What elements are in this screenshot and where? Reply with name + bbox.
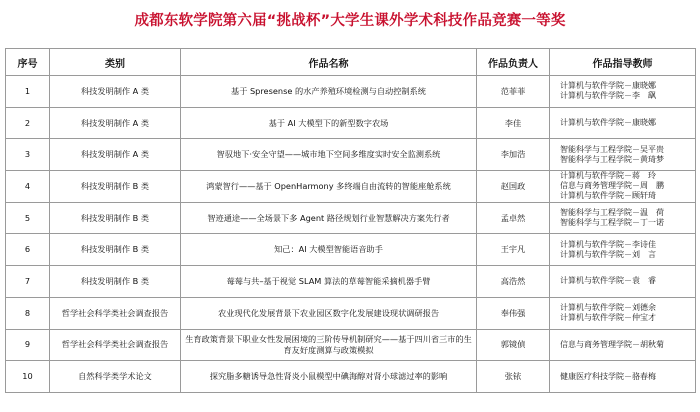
cell-no: 6 — [6, 234, 50, 266]
table-row — [6, 297, 696, 329]
cell-leader: 高浩然 — [477, 266, 550, 298]
cell-teachers — [550, 361, 696, 393]
cell-leader: 郭镜偵 — [477, 329, 550, 361]
table-row — [6, 139, 696, 171]
cell-work-name: 探究脂多糖诱导急性肾炎小鼠模型中碘海醇对肾小球滤过率的影响 — [181, 361, 477, 393]
cell-teachers — [550, 266, 696, 298]
page-title: 成都东软学院第六届“挑战杯”大学生课外学术科技作品竞赛一等奖 — [134, 13, 566, 29]
cell-work-name: 莓莓与共–基于视觉 SLAM 算法的草莓智能采摘机器手臂 — [181, 266, 477, 298]
cell-leader: 范菲菲 — [477, 76, 550, 108]
table-row — [6, 329, 696, 361]
cell-category: 哲学社会科学类社会调查报告 — [50, 297, 181, 329]
table-row — [6, 234, 696, 266]
teacher-entry: 计算机与软件学院－李 飖 — [560, 91, 656, 101]
teacher-entry: 智能科学与工程学院－丁一诺 — [560, 218, 664, 228]
cell-category: 科技发明制作 A 类 — [50, 107, 181, 139]
cell-category: 科技发明制作 B 类 — [50, 266, 181, 298]
header-no: 序号 — [6, 49, 50, 76]
cell-work-name: 智迹通途——全场景下多 Agent 路径规划行业智慧解决方案先行者 — [181, 202, 477, 234]
table-row — [6, 107, 696, 139]
cell-leader: 孟卓然 — [477, 202, 550, 234]
cell-leader: 李加浩 — [477, 139, 550, 171]
cell-work-name: 知己：AI 大模型智能语音助手 — [181, 234, 477, 266]
header-work-name: 作品名称 — [181, 49, 477, 76]
cell-no: 2 — [6, 107, 50, 139]
cell-no: 1 — [6, 76, 50, 108]
teacher-entry: 计算机与软件学院－李诗佳 — [560, 239, 656, 249]
teacher-entry: 计算机与软件学院－蒋 玲 — [560, 171, 656, 181]
header-leader: 作品负责人 — [477, 49, 550, 76]
cell-no: 4 — [6, 171, 50, 203]
cell-category: 自然科学类学术论文 — [50, 361, 181, 393]
cell-leader: 赵国政 — [477, 171, 550, 203]
teacher-entry: 健康医疗科技学院－骆春梅 — [560, 371, 656, 381]
teacher-entry: 计算机与软件学院－袁 睿 — [560, 276, 656, 286]
table-row — [6, 266, 696, 298]
cell-work-name: 智驭地下·安全守望——城市地下空间多维度实时安全监测系统 — [181, 139, 477, 171]
cell-work-name: 基于 AI 大模型下的新型数字农场 — [181, 107, 477, 139]
cell-work-name: 鸿蒙智行——基于 OpenHarmony 多终端自由流转的智能座舱系统 — [181, 171, 477, 203]
awards-table — [5, 48, 696, 393]
teacher-entry: 智能科学与工程学院－温 荷 — [560, 208, 664, 218]
teacher-entry: 计算机与软件学院－刘 言 — [560, 249, 656, 259]
table-row — [6, 171, 696, 203]
table-row — [6, 361, 696, 393]
teacher-entry: 信息与商务管理学院－胡秋菊 — [560, 339, 664, 349]
cell-teachers — [550, 76, 696, 108]
cell-work-name: 基于 Spresense 的水产养殖环境检测与自动控制系统 — [181, 76, 477, 108]
cell-teachers — [550, 202, 696, 234]
table-row — [6, 76, 696, 108]
cell-no: 5 — [6, 202, 50, 234]
cell-teachers — [550, 107, 696, 139]
teacher-entry: 计算机与软件学院－顾轩琦 — [560, 191, 656, 201]
cell-no: 7 — [6, 266, 50, 298]
table-body — [6, 76, 696, 393]
teacher-entry: 计算机与软件学院－仲宝才 — [560, 313, 656, 323]
teacher-entry: 智能科学与工程学院－吴平贵 — [560, 144, 664, 154]
cell-category: 哲学社会科学类社会调查报告 — [50, 329, 181, 361]
cell-work-name: 生育政策背景下职业女性发展困境的三阶传导机制研究——基于四川省三市的生育友好度测算与政策模拟 — [181, 329, 477, 361]
table-header-row — [6, 49, 696, 76]
teacher-entry: 计算机与软件学院－刘德余 — [560, 303, 656, 313]
teacher-entry: 智能科学与工程学院－黄琦梦 — [560, 154, 664, 164]
header-category: 类别 — [50, 49, 181, 76]
cell-no: 9 — [6, 329, 50, 361]
teacher-entry: 信息与商务管理学院－周 鹏 — [560, 181, 664, 191]
cell-leader: 李佳 — [477, 107, 550, 139]
cell-work-name: 农业现代化发展背景下农业园区数字化发展建设现状调研报告 — [181, 297, 477, 329]
cell-teachers — [550, 329, 696, 361]
cell-category: 科技发明制作 A 类 — [50, 139, 181, 171]
cell-leader: 王宇凡 — [477, 234, 550, 266]
cell-category: 科技发明制作 B 类 — [50, 171, 181, 203]
table-row — [6, 202, 696, 234]
teacher-entry: 计算机与软件学院－康晓娜 — [560, 81, 656, 91]
cell-category: 科技发明制作 B 类 — [50, 234, 181, 266]
cell-teachers — [550, 171, 696, 203]
cell-teachers — [550, 297, 696, 329]
cell-leader: 奉伟强 — [477, 297, 550, 329]
cell-no: 3 — [6, 139, 50, 171]
cell-no: 10 — [6, 361, 50, 393]
cell-leader: 张铱 — [477, 361, 550, 393]
teacher-entry: 计算机与软件学院－康晓娜 — [560, 118, 656, 128]
cell-category: 科技发明制作 B 类 — [50, 202, 181, 234]
cell-teachers — [550, 139, 696, 171]
cell-no: 8 — [6, 297, 50, 329]
cell-teachers — [550, 234, 696, 266]
cell-category: 科技发明制作 A 类 — [50, 76, 181, 108]
header-teachers: 作品指导教师 — [550, 49, 696, 76]
